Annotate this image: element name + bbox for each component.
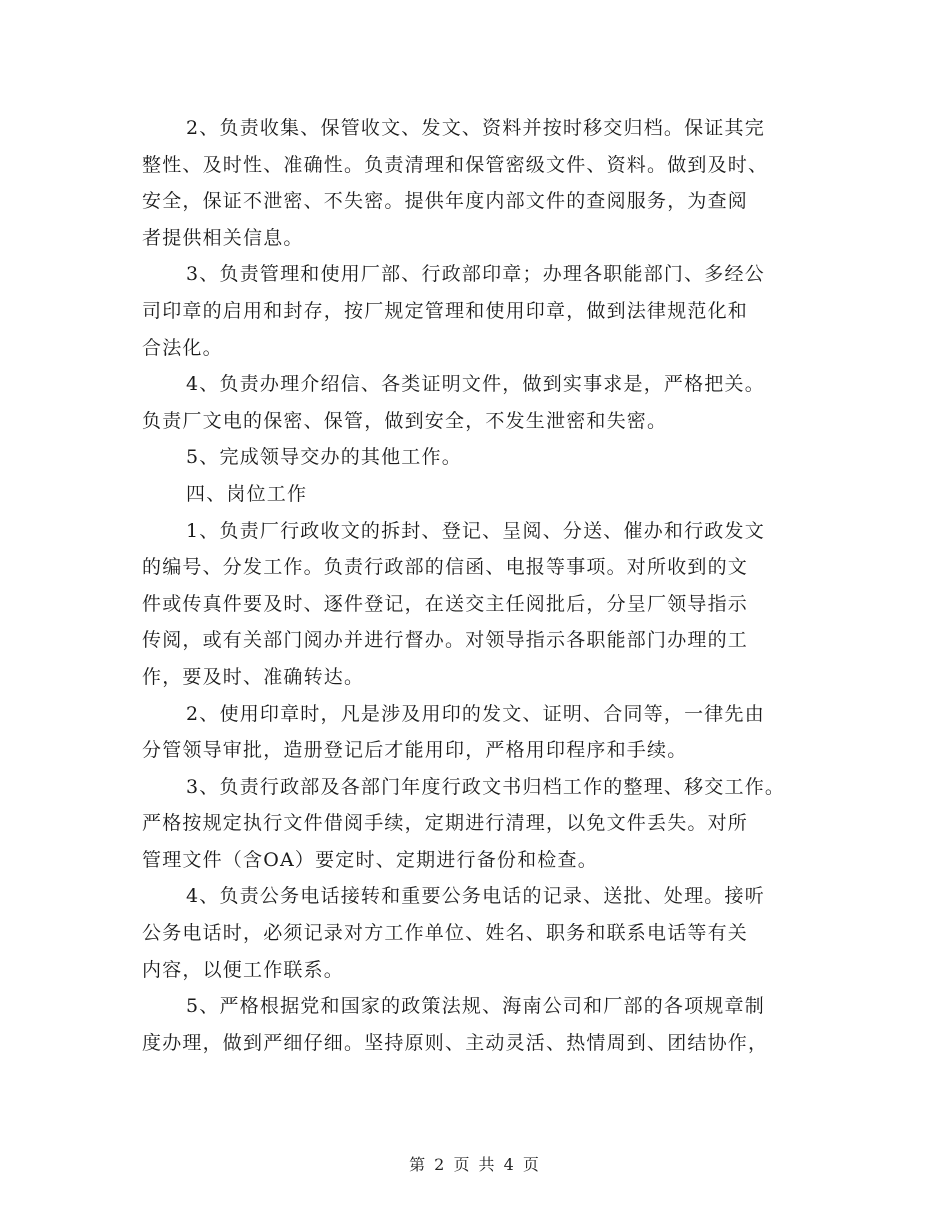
text-line: 的编号、分发工作。负责行政部的信函、电报等事项。对所收到的文 [142,556,749,579]
section-heading: 四、岗位工作 [186,482,308,505]
text-line: 2、负责收集、保管收文、发文、资料并按时移交归档。保证其完 [186,117,765,139]
page-number-footer: 第 2 页 共 4 页 [409,1155,541,1174]
text-line: 负责厂文电的保密、保管，做到安全，不发生泄密和失密。 [142,409,668,432]
text-line: 2、使用印章时，凡是涉及用印的发文、证明、合同等，一律先由 [186,702,765,725]
text-line: 传阅，或有关部门阅办并进行督办。对领导指示各职能部门办理的工 [142,629,749,652]
text-line: 作，要及时、准确转达。 [142,665,365,688]
text-line: 合法化。 [142,336,223,359]
text-line: 4、负责办理介绍信、各类证明文件，做到实事求是，严格把关。 [186,373,765,396]
text-line: 5、严格根据党和国家的政策法规、海南公司和厂部的各项规章制 [186,995,765,1018]
text-line: 4、负责公务电话接转和重要公务电话的记录、送批、处理。接听 [186,885,765,908]
text-line: 5、完成领导交办的其他工作。 [186,446,462,469]
body-text [142,110,822,1061]
text-line: 严格按规定执行文件借阅手续，定期进行清理，以免文件丢失。对所 [142,812,749,835]
text-line: 3、负责行政部及各部门年度行政文书归档工作的整理、移交工作。 [186,775,786,798]
text-line: 内容，以便工作联系。 [142,958,345,981]
text-line: 者提供相关信息。 [142,226,304,249]
text-line: 司印章的启用和封存，按厂规定管理和使用印章，做到法律规范化和 [142,299,749,322]
text-line: 安全，保证不泄密、不失密。提供年度内部文件的查阅服务，为查阅 [142,190,749,213]
text-line: 整性、及时性、准确性。负责清理和保管密级文件、资料。做到及时、 [142,153,769,176]
text-line: 公务电话时，必须记录对方工作单位、姓名、职务和联系电话等有关 [142,922,749,945]
text-line: 1、负责厂行政收文的拆封、登记、呈阅、分送、催办和行政发文 [186,519,765,542]
text-line: 分管领导审批，造册登记后才能用印，严格用印程序和手续。 [142,739,688,762]
text-line: 度办理，做到严细仔细。坚持原则、主动灵活、热情周到、团结协作， [142,1031,769,1054]
text-line: 件或传真件要及时、逐件登记，在送交主任阅批后，分呈厂领导指示 [142,592,749,615]
text-line: 管理文件（含OA）要定时、定期进行备份和检查。 [142,848,598,871]
text-line: 3、负责管理和使用厂部、行政部印章；办理各职能部门、多经公 [186,263,765,286]
